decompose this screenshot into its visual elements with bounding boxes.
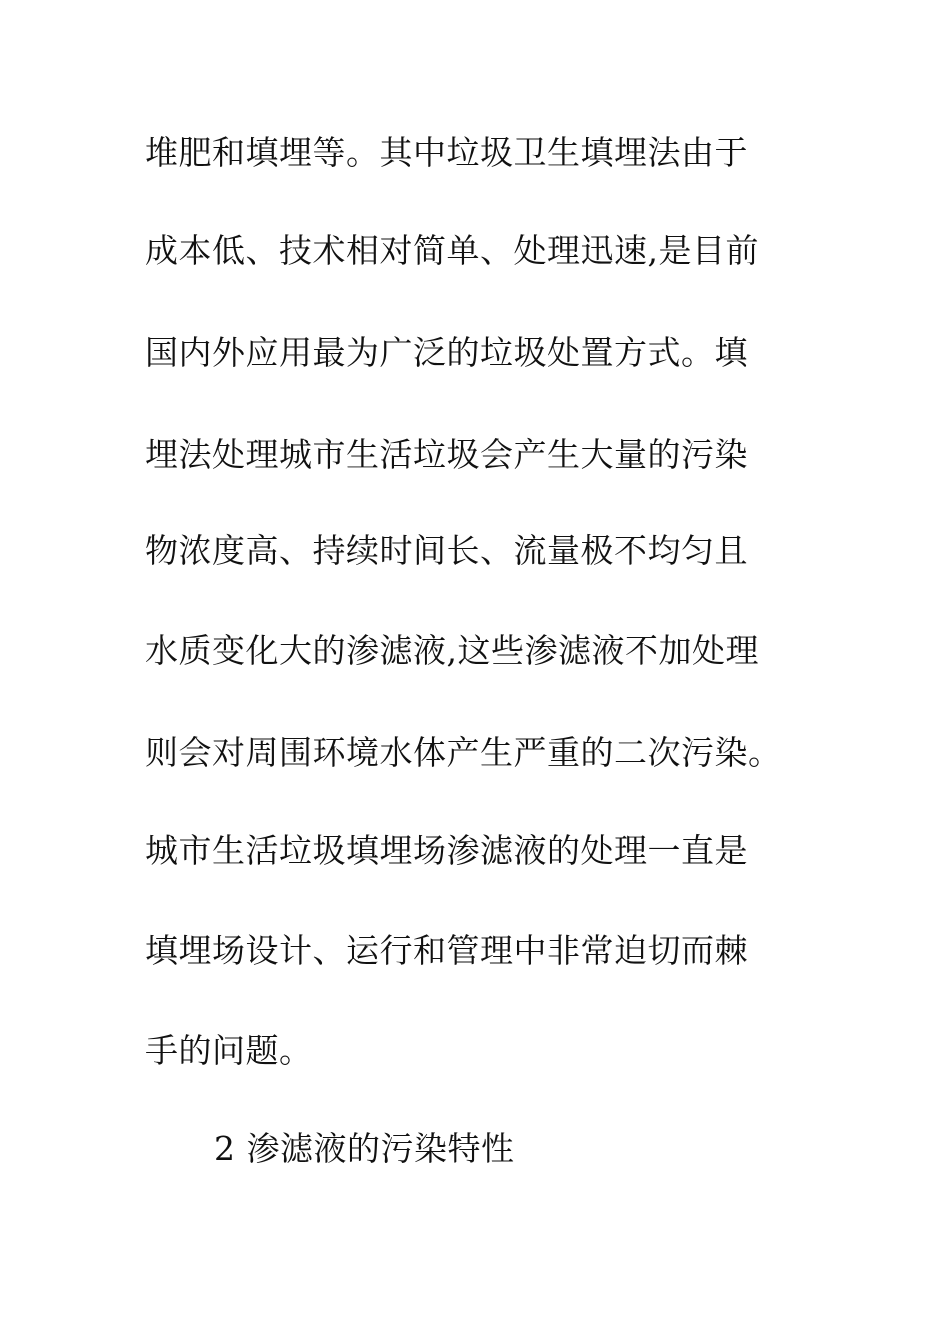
paragraph-line: 埋法处理城市生活垃圾会产生大量的污染 bbox=[145, 435, 748, 474]
paragraph-line: 城市生活垃圾填埋场渗滤液的处理一直是 bbox=[145, 831, 748, 870]
paragraph-line: 国内外应用最为广泛的垃圾处置方式。填 bbox=[145, 333, 748, 372]
paragraph-line: 手的问题。 bbox=[145, 1031, 313, 1070]
section-heading: 2 渗滤液的污染特性 bbox=[214, 1129, 515, 1168]
paragraph-line: 填埋场设计、运行和管理中非常迫切而棘 bbox=[145, 931, 748, 970]
paragraph-line: 物浓度高、持续时间长、流量极不均匀且 bbox=[145, 531, 748, 570]
paragraph-line: 堆肥和填埋等。其中垃圾卫生填埋法由于 bbox=[145, 133, 748, 172]
paragraph-line: 成本低、技术相对简单、处理迅速,是目前 bbox=[145, 231, 759, 270]
paragraph-line: 水质变化大的渗滤液,这些渗滤液不加处理 bbox=[145, 631, 759, 670]
paragraph-line: 则会对周围环境水体产生严重的二次污染。 bbox=[145, 733, 782, 772]
